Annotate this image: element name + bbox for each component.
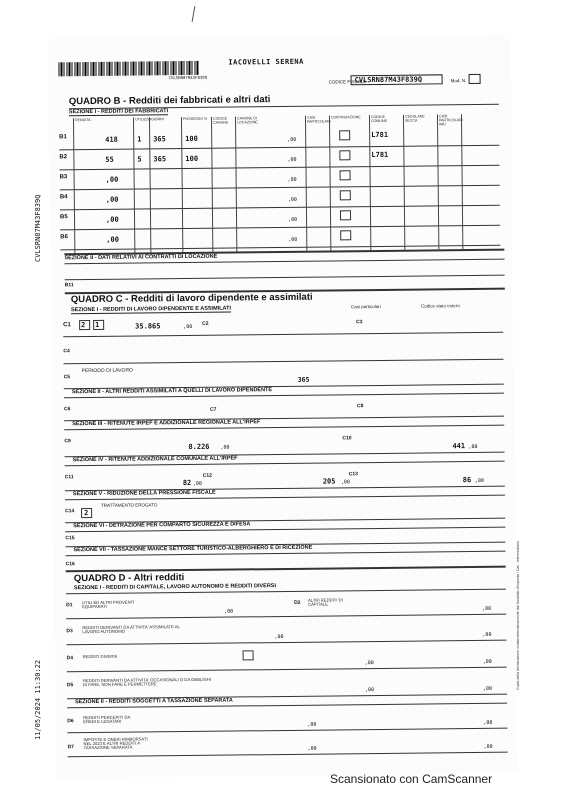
b-rendita-value: 418 [105, 135, 118, 144]
quadro-c-section-3: SEZIONE III - RITENUTE IRPEF E ADDIZIONALE REGIONALE ALL'IRPEF [72, 419, 261, 428]
d4-codice-box [243, 650, 254, 660]
d7-zero: ,00 [307, 745, 317, 752]
quadro-b-section-1: SEZIONE I - REDDITI DEI FABBRICATI [68, 108, 169, 116]
row-label-d6: D6 [67, 718, 74, 725]
quadro-b-section-2: SEZIONE II - DATI RELATIVI AI CONTRATTI DI LOCAZIONE [64, 253, 218, 262]
b-canone-value: ,00 [287, 136, 297, 143]
row-label-c13: C13 [348, 471, 358, 478]
barcode [58, 61, 198, 76]
d5-text: REDDITI DERIVANTI DA ATTIVITA' OCCASIONALI O DA OBBLIGHI DI FARE, NON FARE E PERMETTERE [82, 676, 211, 688]
quadro-b-header: CEDOLARE SECCA [404, 114, 425, 123]
row-label-b11: B11 [64, 282, 74, 289]
codice-fiscale-value: CVLSRN87M43F839Q [351, 74, 443, 85]
quadro-b-header: POSSESSO % [182, 116, 208, 122]
row-label-b: B5 [59, 214, 68, 221]
row-label-c6: C6 [63, 406, 71, 413]
d3-text: REDDITI DERIVANTI DA ATTIVITA' ASSIMILATE AL LAVORO AUTONOMO [82, 624, 180, 635]
casi-particolari-label: Casi particolari [350, 303, 381, 310]
b-giorni-value: 365 [153, 135, 166, 144]
b-canone-value: ,00 [287, 156, 297, 163]
b-continuazione-box [339, 150, 350, 160]
quadro-b-header: UTILIZZO [134, 117, 151, 122]
tax-form-page [48, 34, 518, 779]
divider [65, 275, 505, 281]
b-canone-value: ,00 [288, 236, 298, 243]
row-label-d3: D3 [66, 628, 73, 635]
mod-number-box [469, 74, 481, 84]
d4-zero: ,00 [364, 660, 374, 667]
c14-text: TRATTAMENTO EROGATO [101, 502, 158, 508]
b-rendita-value: 55 [105, 155, 114, 164]
quadro-b-header: CANONE DI LOCAZIONE [236, 116, 258, 125]
d5-zero-2: ,00 [482, 685, 493, 692]
row-label-c8: C8 [356, 403, 364, 410]
quadro-c-section-4: SEZIONE IV - RITENUTE ADDIZIONALE COMUNALE ALL'IRPEF [72, 455, 238, 464]
b-possesso-value: 100 [185, 154, 199, 164]
d1-text: UTILI ED ALTRI PROVENTI EQUIPARATI [82, 599, 135, 610]
b-continuazione-box [340, 230, 351, 240]
row-label-d7: D7 [67, 744, 74, 751]
row-label-c5: C5 [63, 374, 71, 381]
row-label-c2: C2 [202, 320, 209, 327]
quadro-b-header: CASI PARTICOLARI [306, 115, 331, 124]
divider [59, 145, 499, 151]
b-rendita-value: ,00 [106, 235, 119, 244]
mod-label: Mod. N. [450, 78, 467, 84]
b-continuazione-box [339, 130, 350, 140]
quadro-d-title: QUADRO D - Altri redditi [73, 572, 185, 585]
grid-line [73, 118, 75, 253]
row-label-c7: C7 [210, 406, 217, 413]
divider [60, 205, 500, 211]
b-possesso-value: 100 [185, 134, 198, 144]
grid-line [235, 116, 237, 251]
d2-text: ALTRI REDDITI DI CAPITALE [308, 597, 343, 607]
b-canone-value: ,00 [288, 216, 298, 223]
b-rendita-value: ,00 [105, 195, 119, 204]
grid-line [461, 114, 463, 249]
grid-line [329, 115, 331, 250]
d3-zero-2: ,00 [482, 631, 492, 638]
quadro-c-title: QUADRO C - Redditi di lavoro dipendente e assimilati [70, 291, 313, 306]
quadro-b-header: CASI PARTICOLARI IMU [438, 114, 463, 127]
c1-tipologia-value: 2 [81, 321, 86, 330]
grid-line [211, 117, 213, 252]
c10-addizionale-value: 441 [452, 442, 466, 451]
d6-zero-2: ,00 [483, 719, 493, 726]
taxpayer-name: IACOVELLI SERENA [228, 57, 304, 67]
b-comune-value: L781 [371, 150, 389, 160]
divider [60, 185, 500, 191]
b-utilizzo-value: 1 [137, 135, 142, 144]
c9-ritenute-cents: ,00 [220, 444, 230, 451]
row-label-c1: C1 [63, 322, 71, 329]
c11-acconto-cents: ,00 [192, 480, 202, 487]
grid-line [305, 116, 307, 251]
row-label-b: B1 [59, 134, 67, 141]
c1-reddito-value: 35.865 [135, 322, 161, 331]
divider [66, 640, 506, 646]
d1-zero: ,00 [224, 608, 234, 615]
side-timestamp: 11/05/2024 11:30:22 [34, 659, 42, 740]
divider [67, 728, 507, 734]
quadro-c-section-7: SEZIONE VII - TASSAZIONE MANCE SETTORE TURISTICO-ALBERGHIERO E DI RICEZIONE [73, 544, 313, 554]
d2-zero: ,00 [482, 605, 492, 612]
d6-zero: ,00 [307, 721, 317, 728]
row-label-c4: C4 [63, 348, 70, 355]
c13-acconto-value: 86 [462, 476, 472, 485]
d4-text: REDDITI DIVERSI [82, 653, 118, 660]
c1-indeterminato-value: 1 [95, 320, 100, 329]
b-rendita-value: ,00 [105, 175, 119, 184]
grid-line [181, 117, 183, 252]
divider [60, 225, 500, 231]
row-label-c15: C15 [65, 535, 75, 542]
c5-giorni-value: 365 [297, 375, 310, 384]
c1-reddito-cents: ,00 [183, 323, 193, 331]
b-comune-value: L781 [371, 130, 389, 140]
quadro-b-header: CODICE CANONE [212, 116, 229, 125]
divider [66, 566, 506, 573]
row-label-c10: C10 [342, 435, 352, 442]
divider [64, 359, 504, 365]
grid-line [149, 117, 151, 252]
b-rendita-value: ,00 [105, 215, 119, 224]
row-label-c9: C9 [64, 438, 71, 445]
divider [63, 332, 503, 338]
c12-saldo-value: 205 [322, 477, 336, 486]
c10-addizionale-cents: ,00 [468, 443, 478, 451]
row-label-c16: C16 [65, 561, 75, 568]
quadro-b-header: CODICE COMUNE [370, 114, 388, 124]
grid-line [133, 118, 135, 253]
d5-zero: ,00 [364, 687, 375, 694]
row-label-c12: C12 [202, 472, 212, 479]
c11-acconto-value: 82 [182, 478, 192, 488]
row-label-d1: D1 [66, 602, 73, 609]
row-label-c3: C3 [356, 319, 363, 326]
divider [67, 667, 507, 673]
row-label-b: B3 [59, 174, 68, 181]
row-label-c14: C14 [65, 508, 75, 515]
divider [60, 165, 500, 171]
row-label-b: B4 [59, 194, 68, 201]
side-cf: CVLSRN87M43F839Q [34, 194, 42, 262]
b-canone-value: ,00 [287, 176, 297, 183]
b-continuazione-box [340, 210, 351, 220]
barcode-number: CVLSRN87M43F839Q [168, 74, 208, 81]
camscanner-footer: Scansionato con CamScanner [330, 772, 493, 786]
b-giorni-value: 365 [153, 155, 167, 164]
divider [68, 752, 508, 758]
quadro-b-title: QUADRO B - Redditi dei fabbricati e altri dati [68, 94, 271, 108]
quadro-b-header: CONTINUAZIONE [330, 115, 361, 120]
c12-saldo-cents: ,00 [340, 479, 350, 486]
quadro-b-header: RENDITA [74, 118, 91, 123]
grid-line [437, 114, 439, 249]
quadro-c-section-1: SEZIONE I - REDDITI DI LAVORO DIPENDENTE E ASSIMILATI [70, 305, 232, 314]
quadro-c-section-2: SEZIONE II - ALTRI REDDITI ASSIMILATI A QUELLI DI LAVORO DIPENDENTE [71, 387, 273, 396]
b-canone-value: ,00 [287, 196, 297, 203]
c5-text: PERIODO DI LAVORO [81, 367, 133, 375]
c13-acconto-cents: ,00 [474, 477, 484, 484]
row-label-b: B2 [59, 154, 68, 161]
row-label-d4: D4 [66, 655, 74, 662]
b-continuazione-box [340, 170, 351, 180]
row-label-d5: D5 [66, 682, 74, 689]
grid-line [403, 115, 405, 250]
d6-text: REDDITI PERCEPITI DA EREDI E LEGATARI [83, 714, 131, 725]
side-right-note: Copia della dichiarazione inviata telematicamente dal Sostituto d'imposta / Caf - Intermediario [516, 541, 520, 690]
row-label-c11: C11 [64, 474, 74, 481]
quadro-d-section-1: SEZIONE I - REDDITI DI CAPITALE, LAVORO AUTONOMO E REDDITI DIVERSI [73, 583, 277, 592]
quadro-c-section-5: SEZIONE V - RIDUZIONE DELLA PRESSIONE FISCALE [72, 489, 216, 498]
c9-ritenute-value: 8.226 [188, 442, 210, 451]
codice-stato-estero-label: Codice stato estero [420, 303, 460, 309]
quadro-d-section-2: SEZIONE II - REDDITI SOGGETTI A TASSAZIONE SEPARATA [75, 697, 233, 706]
b-utilizzo-value: 5 [137, 155, 142, 164]
quadro-b-header: GIORNI [150, 117, 164, 122]
d4-zero-2: ,00 [482, 658, 492, 665]
row-label-b: B6 [60, 234, 68, 241]
d7-text: IMPOSTE E ONERI RIMBORSATI NEL 2023 E ALTRI REDDITI A TASSAZIONE SEPARATA [83, 736, 148, 751]
row-label-d2: D2 [294, 599, 301, 606]
d3-zero: ,00 [274, 634, 284, 641]
quadro-c-section-6: SEZIONE VI - DETRAZIONE PER COMPARTO SICUREZZA E DIFESA [73, 521, 251, 530]
d7-zero-2: ,00 [483, 743, 493, 750]
pen-mark [192, 6, 196, 22]
divider [66, 614, 506, 620]
c14-codice-value: 2 [84, 509, 89, 518]
codice-fiscale-label: CODICE FISCALE [328, 79, 367, 85]
b-continuazione-box [340, 190, 351, 200]
